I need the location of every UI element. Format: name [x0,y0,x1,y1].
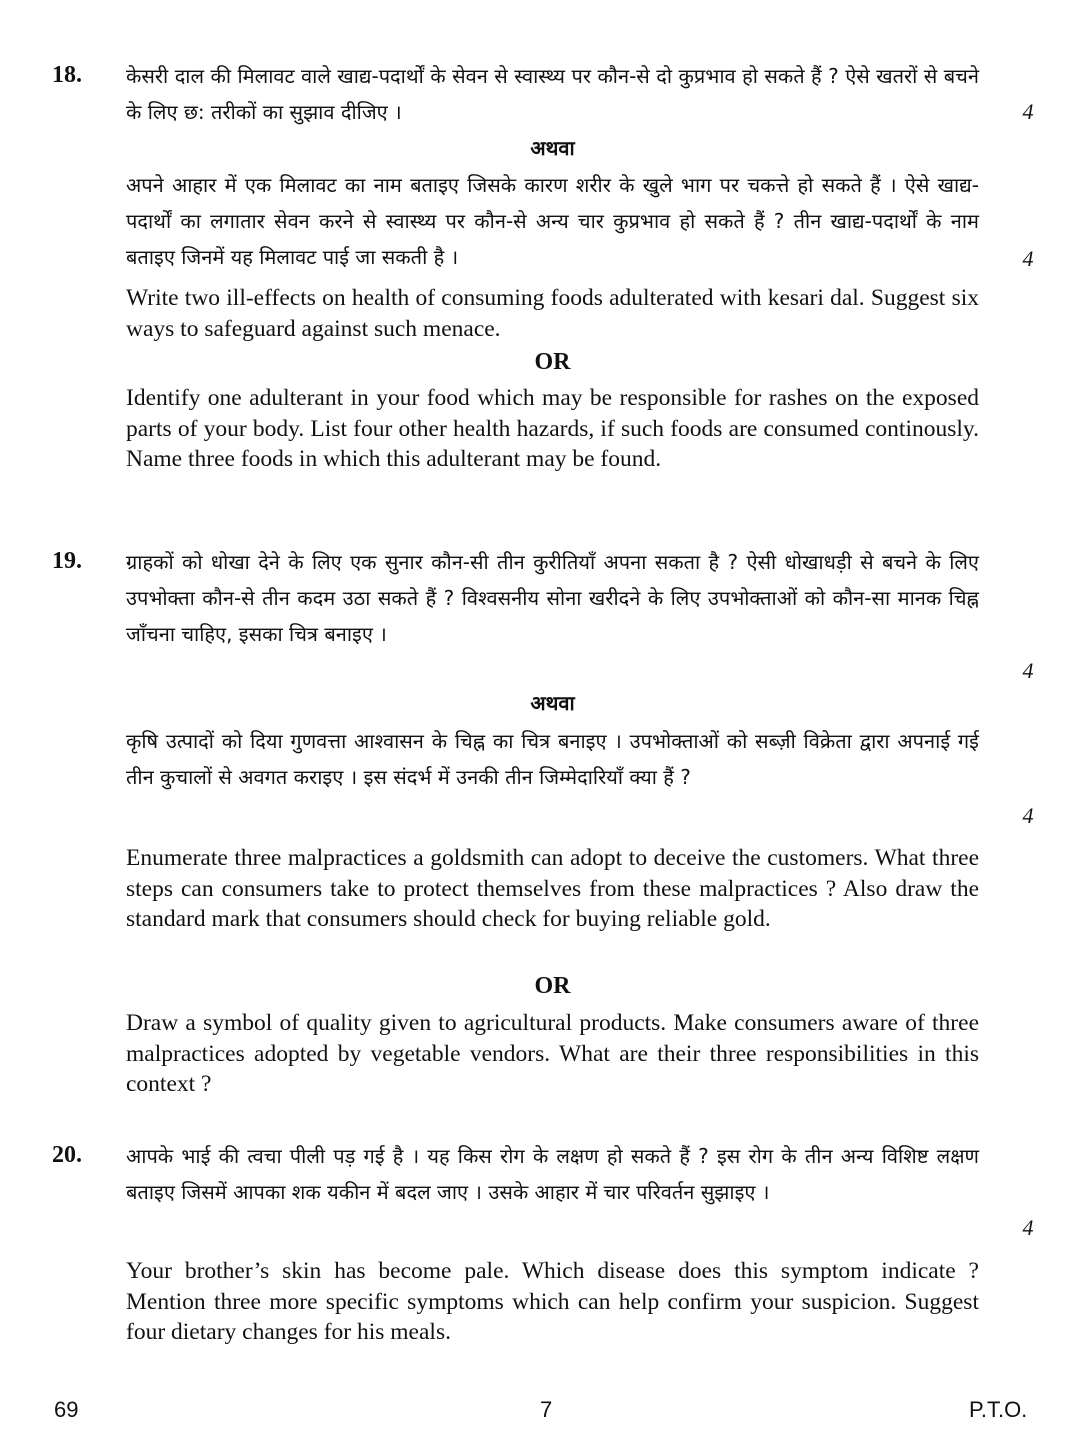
marks: 4 [1022,246,1034,271]
question-text-english: Your brother’s skin has become pale. Which disease does this symptom indicate ? Mention three more specific symptoms which can help confirm your suspicion. Suggest four dietary changes for his meals. [126,1258,979,1345]
footer-page-number: 7 [540,1397,553,1422]
footer-pto: P.T.O. [969,1397,1028,1422]
or-label-english: OR [534,973,571,999]
marks: 4 [1022,658,1034,683]
or-label-english: OR [534,349,571,375]
question-text-english: Enumerate three malpractices a goldsmith can adopt to deceive the customers. What three steps can consumers take to protect themselves from these malpractices ? Also draw the standard mark that consumers should check for buying reliable gold. [126,845,979,932]
alternative-question-hindi: अपने आहार में एक मिलावट का नाम बताइए जिसके कारण शरीर के खुले भाग पर चकत्ते हो सकते हैं । ऐसे खाद्य-पदार्थों का लगातार सेवन करने से स्वास्थ्य पर कौन-से अन्य चार कुप्रभाव हो सकते हैं ? तीन खाद्य-पदार्थों के नाम बताइए जिनमें यह मिलावट पाई जा सकती है । [126,173,979,269]
question-number: 20. [52,1142,82,1168]
alternative-question-hindi: कृषि उत्पादों को दिया गुणवत्ता आश्वासन के चिह्न का चित्र बनाइए । उपभोक्ताओं को सब्ज़ी विक्रेता द्वारा अपनाई गई तीन कुचालों से अवगत कराइए । इस संदर्भ में उनकी तीन जिम्मेदारियाँ क्या हैं ? [126,729,979,789]
question-number: 19. [52,548,82,574]
alternative-question-english: Draw a symbol of quality given to agricultural products. Make consumers aware of three malpractices adopted by vegetable vendors. What are their three responsibilities in this context ? [126,1010,979,1097]
question-text-english: Write two ill-effects on health of consuming foods adulterated with kesari dal. Suggest six ways to safeguard against such menace. [126,285,979,342]
marks: 4 [1022,99,1034,124]
or-label-hindi: अथवा [530,691,575,715]
alternative-question-english: Identify one adulterant in your food which may be responsible for rashes on the exposed parts of your body. List four other health hazards, if such foods are consumed continously. Name three foods in which this adulterant may be found. [126,385,979,472]
question-text-hindi: ग्राहकों को धोखा देने के लिए एक सुनार कौन-सी तीन कुरीतियाँ अपना सकता है ? ऐसी धोखाधड़ी से बचने के लिए उपभोक्ता कौन-से तीन कदम उठा सकते हैं ? विश्वसनीय सोना खरीदने के लिए उपभोक्ताओं को कौन-सा मानक चिह्न जाँचना चाहिए, इसका चित्र बनाइए । [126,550,979,646]
marks: 4 [1022,1215,1034,1240]
question-number: 18. [52,62,82,88]
question-text-hindi: आपके भाई की त्वचा पीली पड़ गई है । यह किस रोग के लक्षण हो सकते हैं ? इस रोग के तीन अन्य विशिष्ट लक्षण बताइए जिसमें आपका शक यकीन में बदल जाए । उसके आहार में चार परिवर्तन सुझाइए । [126,1144,979,1204]
marks: 4 [1022,803,1034,828]
footer-code: 69 [54,1397,79,1422]
or-label-hindi: अथवा [530,136,575,160]
question-text-hindi: केसरी दाल की मिलावट वाले खाद्य-पदार्थों के सेवन से स्वास्थ्य पर कौन-से दो कुप्रभाव हो सकते हैं ? ऐसे खतरों से बचने के लिए छ: तरीकों का सुझाव दीजिए । [126,64,979,124]
